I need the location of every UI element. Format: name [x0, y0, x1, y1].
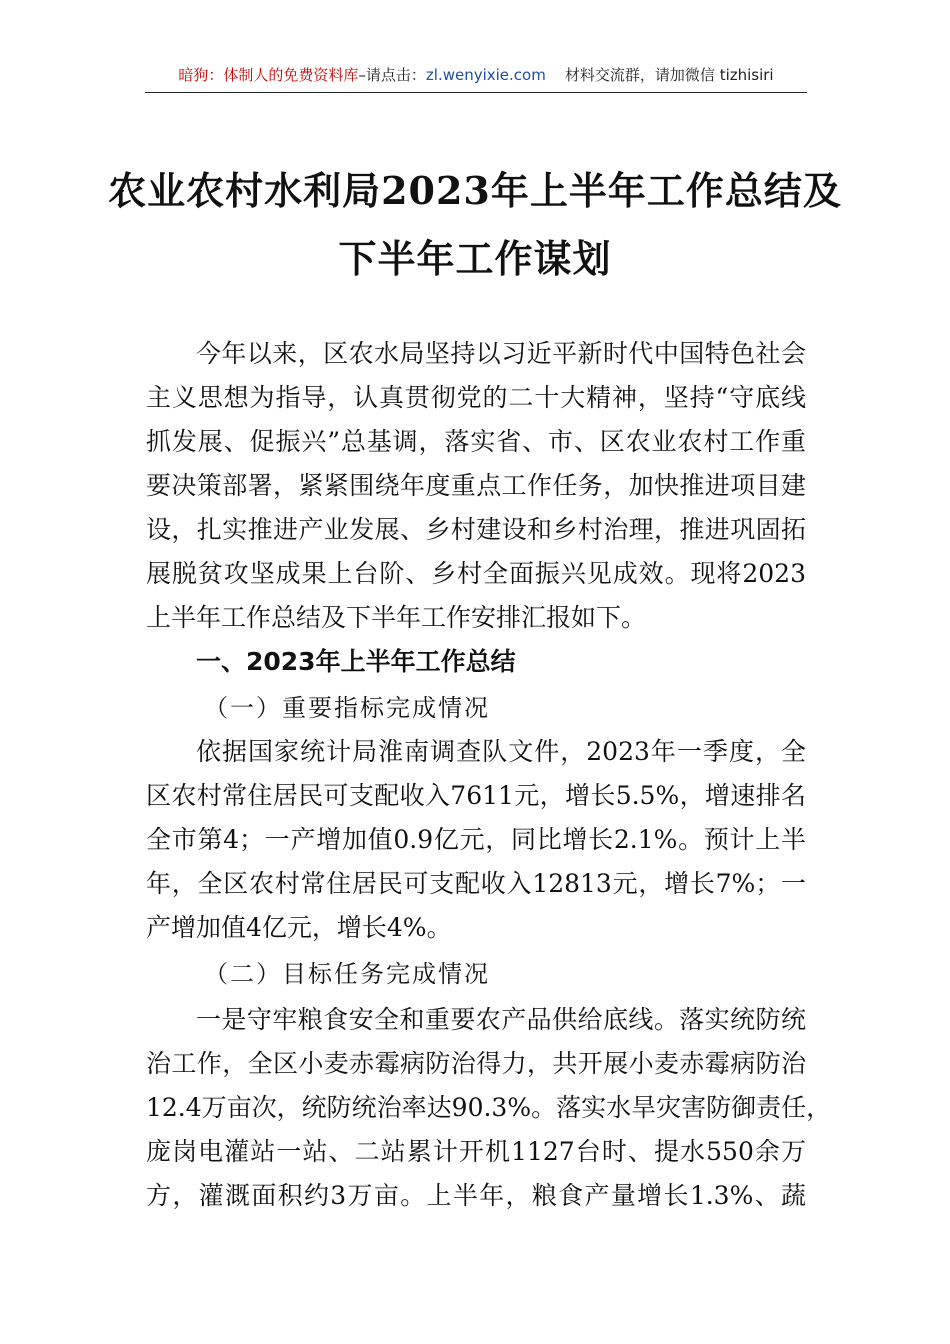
document-title-line-1: 农业农村水利局2023年上半年工作总结及 — [108, 168, 842, 213]
sub1-line: 产增加值4亿元，增长4%。 — [146, 913, 452, 942]
sub2-line: 治工作，全区小麦赤霉病防治得力，共开展小麦赤霉病防治 — [146, 1049, 806, 1078]
document-title-line-2: 下半年工作谋划 — [338, 236, 612, 281]
header-click-prompt: –请点击： — [358, 66, 426, 84]
sub1-line: 全市第4；一产增加值0.9亿元，同比增长2.1%。预计上半 — [146, 825, 806, 854]
header-brand: 暗狗：体制人的免费资料库 — [178, 66, 359, 84]
intro-line: 今年以来，区农水局坚持以习近平新时代中国特色社会 — [196, 339, 806, 368]
header-banner — [145, 62, 807, 93]
sub2-line: 12.4万亩次，统防统治率达90.3%。落实水旱灾害防御责任， — [146, 1093, 832, 1122]
header-wechat: 材料交流群，请加微信 tizhisiri — [564, 66, 774, 84]
intro-line: 展脱贫攻坚成果上台阶、乡村全面振兴见成效。现将2023 — [146, 559, 806, 588]
sub2-line: 方，灌溉面积约3万亩。上半年，粮食产量增长1.3%、蔬 — [146, 1181, 806, 1210]
intro-line: 要决策部署，紧紧围绕年度重点工作任务，加快推进项目建 — [146, 471, 806, 500]
sub2-line: 庞岗电灌站一站、二站累计开机1127台时、提水550余万 — [146, 1137, 806, 1166]
sub1-line: 年，全区农村常住居民可支配收入12813元，增长7%；一 — [146, 869, 806, 898]
sub1-line: 依据国家统计局淮南调查队文件，2023年一季度，全 — [196, 737, 806, 766]
section-heading: 一、2023年上半年工作总结 — [196, 647, 516, 676]
intro-line: 设，扎实推进产业发展、乡村建设和乡村治理，推进巩固拓 — [146, 515, 806, 544]
subsection-heading: （一）重要指标完成情况 — [204, 694, 490, 722]
intro-line: 主义思想为指导，认真贯彻党的二十大精神，坚持“守底线 — [146, 383, 806, 412]
sub1-line: 区农村常住居民可支配收入7611元，增长5.5%，增速排名 — [146, 781, 806, 810]
intro-line: 抓发展、促振兴”总基调，落实省、市、区农业农村工作重 — [146, 427, 806, 456]
sub2-line: 一是守牢粮食安全和重要农产品供给底线。落实统防统 — [196, 1005, 806, 1034]
header-url-link[interactable]: zl.wenyixie.com — [425, 66, 546, 84]
subsection-heading: （二）目标任务完成情况 — [204, 960, 490, 988]
intro-line: 上半年工作总结及下半年工作安排汇报如下。 — [146, 603, 647, 632]
